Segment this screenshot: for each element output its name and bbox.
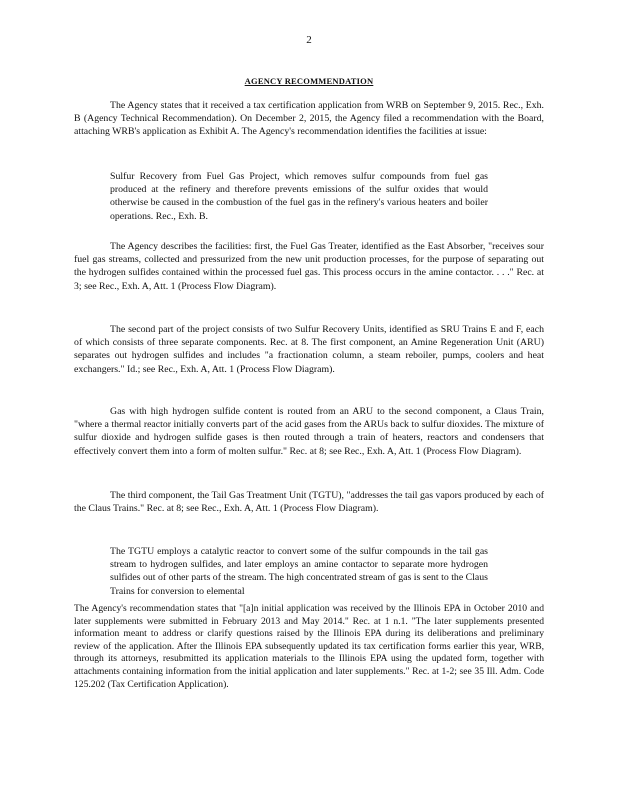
section-heading: AGENCY RECOMMENDATION (244, 76, 374, 86)
quote-facilities: Sulfur Recovery from Fuel Gas Project, which removes sulfur compounds from fuel gas produced at the refinery and therefore prevents emissions of the sulfur oxides that would otherwise be caused in the combustion of the fuel gas in the refinery's various heaters and boiler operations. Rec., Exh. B. (110, 171, 488, 222)
page-number: 2 (306, 34, 312, 46)
paragraph-tgtu: The third component, the Tail Gas Treatment Unit (TGTU), "addresses the tail gas vapors produced by each of the Claus Trains." Rec. at 8; see Rec., Exh. A, Att. 1 (Process Flow Diagram). (74, 490, 544, 515)
paragraph-fuel-gas-treater: The Agency describes the facilities: first, the Fuel Gas Treater, identified as the East Absorber, "receives sour fuel gas streams, collected and pressurized from the new unit production processes, for the purpose of separating out the hydrogen sulfides contained within the processed fuel gas. This process occurs in the amine contactor. . . ." Rec. at 3; see Rec., Exh. A, Att. 1 (Process Flow Diagram). (74, 241, 544, 292)
paragraph-claus-train: Gas with high hydrogen sulfide content is routed from an ARU to the second component, a Claus Train, "where a thermal reactor initially converts part of the acid gases from the ARUs back to sulfur dioxides. The mixture of sulfur dioxide and hydrogen sulfide gases is then routed through a train of heaters, reactors and condensers that effectively convert them into a form of molten sulfur." Rec. at 8; see Rec., Exh. A, Att. 1 (Process Flow Diagram). (74, 406, 544, 457)
paragraph-receipt: The Agency states that it received a tax certification application from WRB on September 9, 2015. Rec., Exh. B (Agency Technical Recommendation). On December 2, 2015, the Agency filed a recommendation with the Board, attaching WRB's application as Exhibit A. The Agency's recommendation identifies the facilities at issue: (74, 100, 544, 138)
footnote-rule (74, 596, 214, 597)
paragraph-sulfur-recovery-units: The second part of the project consists of two Sulfur Recovery Units, identified as SRU Trains E and F, each of which consists of three separate components. Rec. at 8. The first component, an Amine Regeneration Unit (ARU) separates out hydrogen sulfides and includes "a fractionation column, a steam reboiler, pumps, coolers and heat exchangers." Id.; see Rec., Exh. A, Att. 1 (Process Flow Diagram). (74, 324, 544, 375)
quote-tgtu: The TGTU employs a catalytic reactor to convert some of the sulfur compounds in the tail gas stream to hydrogen sulfides, and later employs an amine contactor to separate more hydrogen sulfides out of other parts of the stream. The high concentrated stream of gas is sent to the Claus Trains for conversion to elemental (110, 546, 488, 597)
footnote: The Agency's recommendation states that "[a]n initial application was received by the Illinois EPA in October 2010 and later supplements were submitted in February 2013 and May 2014." Rec. at 1 n.1. "The later supplements presented information meant to address or clarify questions raised by the Illinois EPA during its deliberations and preliminary review of the application. After the Illinois EPA subsequently updated its tax certification forms earlier this year, WRB, through its attorneys, resubmitted its application materials to the Illinois EPA using the updated form, together with attachments containing information from the initial application and later supplements." Rec. at 1-2; see 35 Ill. Adm. Code 125.202 (Tax Certification Application). (74, 603, 544, 690)
